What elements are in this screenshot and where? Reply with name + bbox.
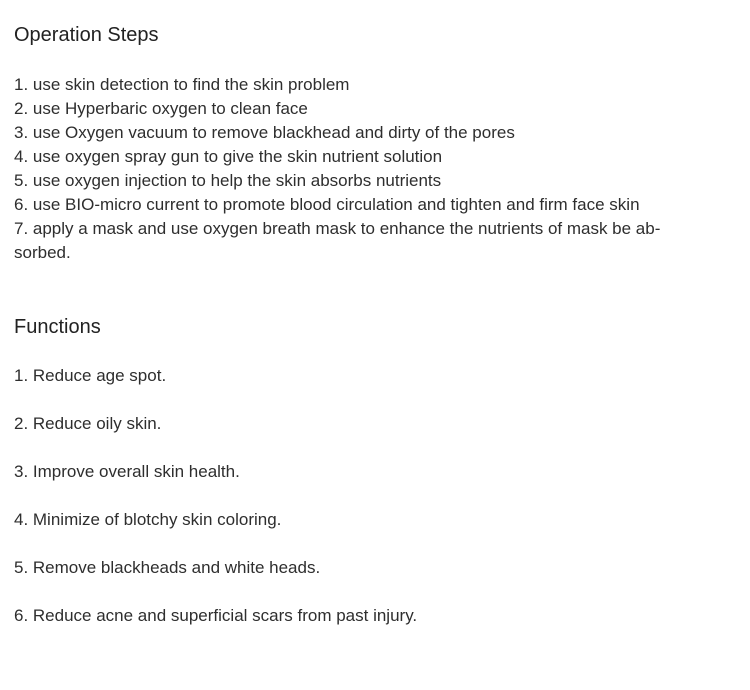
operation-step-3: 3. use Oxygen vacuum to remove blackhead and dirty of the pores <box>14 123 515 142</box>
operation-step-2: 2. use Hyperbaric oxygen to clean face <box>14 99 308 118</box>
operation-step-4: 4. use oxygen spray gun to give the skin nutrient solution <box>14 147 443 166</box>
function-item-3: 3. Improve overall skin health. <box>14 462 240 481</box>
operation-step-6: 6. use BIO-micro current to promote blood circulation and tighten and firm face skin <box>14 195 640 214</box>
operation-step-5: 5. use oxygen injection to help the skin absorbs nutrients <box>14 171 442 190</box>
function-item-2: 2. Reduce oily skin. <box>14 414 162 433</box>
operation-step-7: 7. apply a mask and use oxygen breath mask to enhance the nutrients of mask be ab- <box>14 219 661 238</box>
operation-step-1: 1. use skin detection to find the skin problem <box>14 75 350 94</box>
operation-steps-list <box>14 73 729 265</box>
operation-steps-heading: Operation Steps <box>14 24 159 46</box>
function-item-6: 6. Reduce acne and superficial scars from past injury. <box>14 606 418 625</box>
functions-heading: Functions <box>14 316 101 338</box>
function-item-4: 4. Minimize of blotchy skin coloring. <box>14 510 282 529</box>
function-item-1: 1. Reduce age spot. <box>14 366 167 385</box>
function-item-5: 5. Remove blackheads and white heads. <box>14 558 321 577</box>
operation-step-7-continued: sorbed. <box>14 243 71 262</box>
functions-list <box>14 364 417 652</box>
